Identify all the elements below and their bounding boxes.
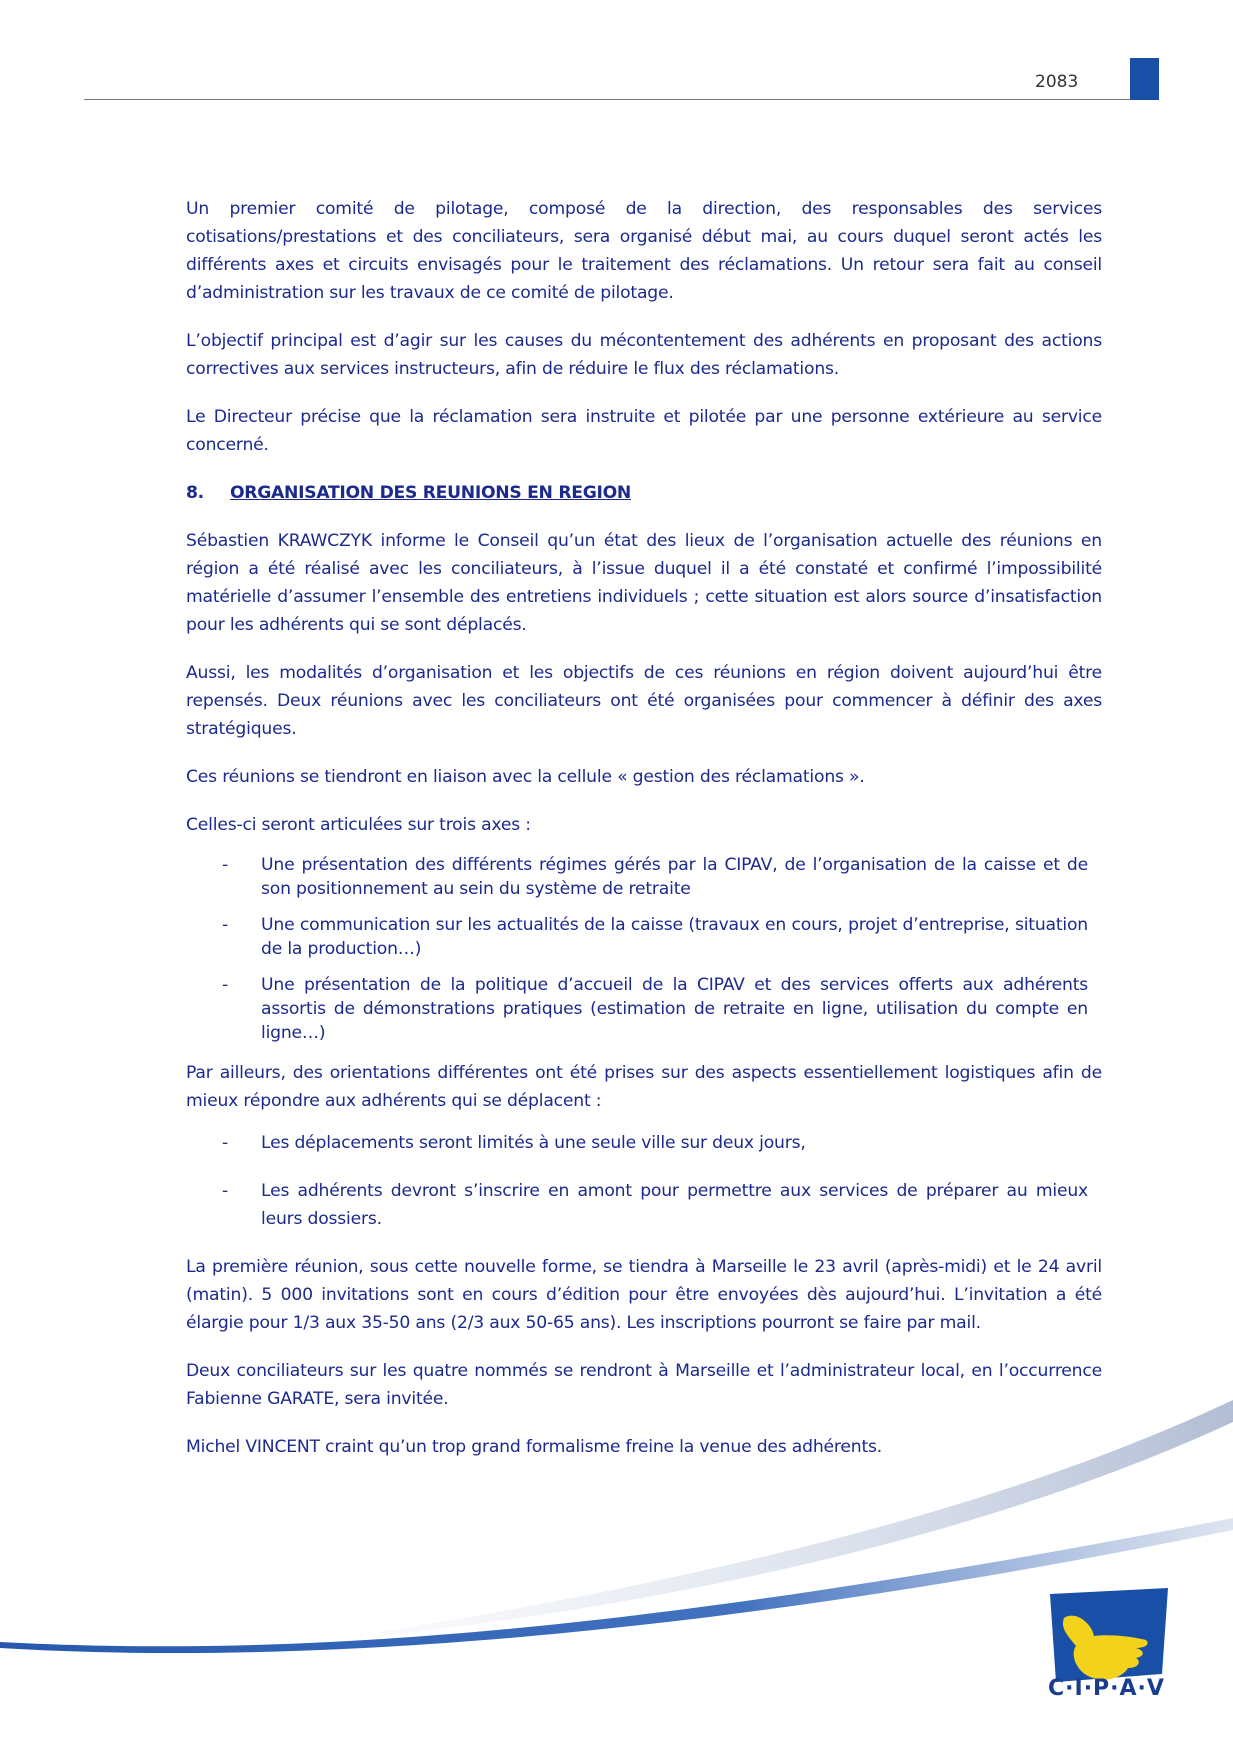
- bullet-dash: -: [222, 975, 229, 995]
- paragraph: Deux conciliateurs sur les quatre nommés se rendront à Marseille et l’administrateur local, en l’occurrence Fabienne GARATE, sera invitée.: [186, 1361, 1102, 1409]
- bullet-dash: -: [222, 1133, 229, 1153]
- list-item: [186, 1129, 1102, 1157]
- list-item-text: Une présentation des différents régimes gérés par la CIPAV, de l’organisation de la caisse et de son positionnement au sein du système de retraite: [261, 855, 1088, 899]
- logo-mark: [1050, 1588, 1168, 1682]
- logo-wordmark: C·I·P·A·V: [1048, 1676, 1165, 1701]
- paragraph: Celles-ci seront articulées sur trois axes :: [186, 815, 531, 835]
- section-number: 8.: [186, 483, 204, 503]
- section-title: ORGANISATION DES REUNIONS EN REGION: [230, 483, 632, 503]
- paragraph: Ces réunions se tiendront en liaison avec la cellule « gestion des réclamations ».: [186, 767, 865, 787]
- section-heading: [186, 479, 1102, 507]
- list-item-text: Une présentation de la politique d’accueil de la CIPAV et des services offerts aux adhérents assortis de démonstrations pratiques (estimation de retraite en ligne, utilisation du compte en ligne…): [261, 975, 1088, 1043]
- swoosh-main: [0, 1518, 1233, 1653]
- list-item-text: Les adhérents devront s’inscrire en amont pour permettre aux services de préparer au mieux leurs dossiers.: [261, 1181, 1088, 1229]
- list-item: [186, 973, 1102, 1045]
- bullet-dash: -: [222, 915, 229, 935]
- paragraph: Le Directeur précise que la réclamation sera instruite et pilotée par une personne extérieure au service concerné.: [186, 407, 1102, 455]
- header-rule: [84, 99, 1130, 100]
- document-body: [186, 195, 1102, 1481]
- list-item: [186, 913, 1102, 961]
- axes-list: [186, 853, 1102, 1045]
- paragraph: Par ailleurs, des orientations différentes ont été prises sur des aspects essentiellement logistiques afin de mieux répondre aux adhérents qui se déplacent :: [186, 1063, 1102, 1111]
- paragraph: La première réunion, sous cette nouvelle forme, se tiendra à Marseille le 23 avril (après-midi) et le 24 avril (matin). 5 000 invitations sont en cours d’édition pour être envoyées dès aujourd’hui. L’invitation a été élargie pour 1/3 aux 35-50 ans (2/3 aux 50-65 ans). Les inscriptions pourront se faire par mail.: [186, 1257, 1102, 1333]
- paragraph: Michel VINCENT craint qu’un trop grand formalisme freine la venue des adhérents.: [186, 1437, 883, 1457]
- paragraph: Aussi, les modalités d’organisation et les objectifs de ces réunions en région doivent aujourd’hui être repensés. Deux réunions avec les conciliateurs ont été organisées pour commencer à définir des axes stratégiques.: [186, 663, 1102, 739]
- paragraph: Un premier comité de pilotage, composé de la direction, des responsables des services cotisations/prestations et des conciliateurs, sera organisé début mai, au cours duquel seront actés les différents axes et circuits envisagés pour le traitement des réclamations. Un retour sera fait au conseil d’administration sur les travaux de ce comité de pilotage.: [186, 199, 1102, 303]
- bullet-dash: -: [222, 855, 229, 875]
- paragraph: Sébastien KRAWCZYK informe le Conseil qu’un état des lieux de l’organisation actuelle des réunions en région a été réalisé avec les conciliateurs, à l’issue duquel il a été constaté et confirmé l’impossibilité matérielle d’assumer l’ensemble des entretiens individuels ; cette situation est alors source d’insatisfaction pour les adhérents qui se sont déplacés.: [186, 531, 1102, 635]
- list-item: [186, 1177, 1102, 1233]
- page-number: 2083: [1035, 72, 1079, 92]
- paragraph: L’objectif principal est d’agir sur les causes du mécontentement des adhérents en proposant des actions correctives aux services instructeurs, afin de réduire le flux des réclamations.: [186, 331, 1102, 379]
- header-accent-block: [1130, 58, 1159, 100]
- logistics-list: [186, 1129, 1102, 1233]
- list-item-text: Une communication sur les actualités de la caisse (travaux en cours, projet d’entreprise, situation de la production…): [261, 915, 1088, 959]
- list-item: [186, 853, 1102, 901]
- bullet-dash: -: [222, 1181, 229, 1201]
- list-item-text: Les déplacements seront limités à une seule ville sur deux jours,: [261, 1133, 806, 1153]
